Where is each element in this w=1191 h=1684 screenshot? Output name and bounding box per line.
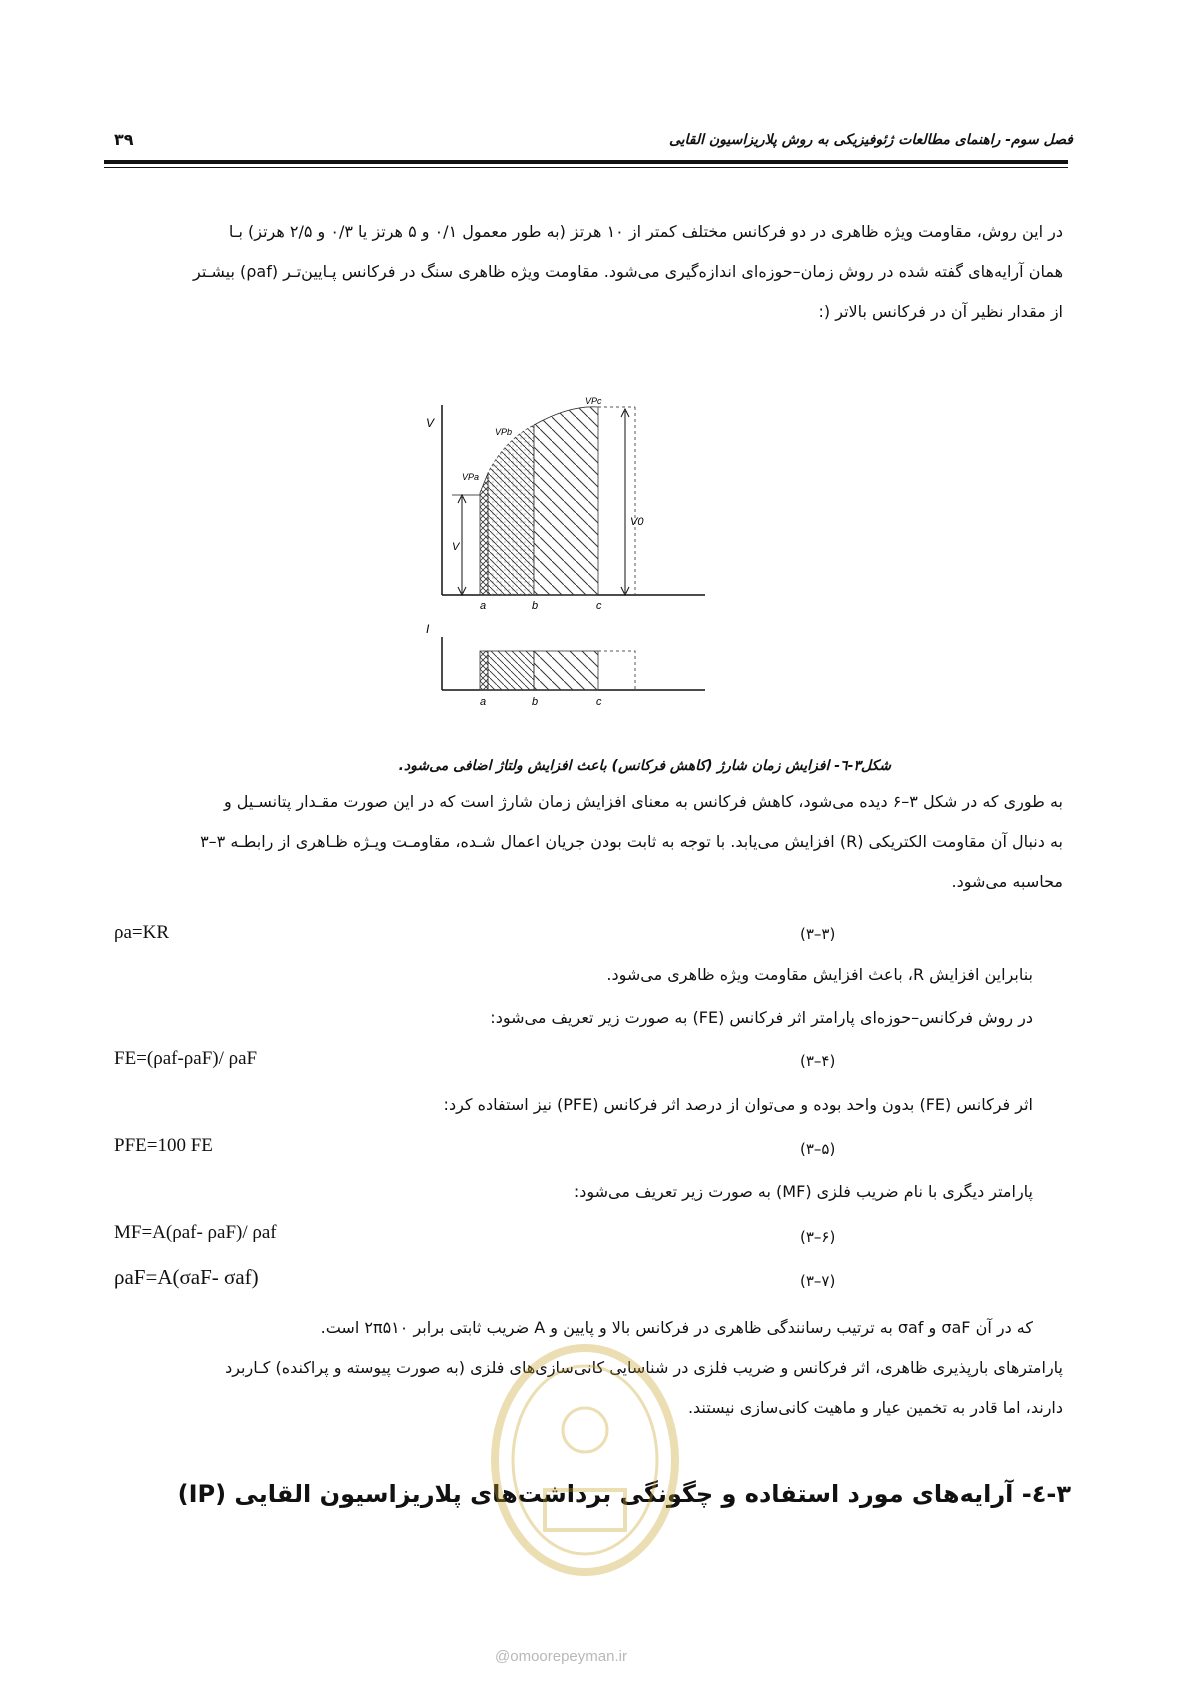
figure-caption: شکل۳-٦- افزایش زمان شارژ (کاهش فرکانس) باعث افزایش ولتاژ اضافی می‌شود. [398, 758, 891, 774]
current-b [488, 651, 534, 690]
equation-3-5-formula: PFE=100 FE [114, 1135, 213, 1156]
equation-3-4-formula: FE=(ρaf-ρaF)/ ρaF [114, 1048, 258, 1069]
vpb-label: VPb [495, 427, 513, 437]
bottom-tick-c: c [596, 696, 602, 708]
para3-line-1: که در آن σaF و σaf به ترتیب رسانندگی ظاهری در فرکانس بالا و پایین و A ضریب ثابتی برابر ۲π۵‎۱۰ است. [320, 1318, 1033, 1337]
text-before-eq3: اثر فرکانس (FE) بدون واحد بوده و می‌توان از درصد اثر فرکانس (PFE) نیز استفاده کرد: [443, 1095, 1033, 1114]
section-heading: ۳-٤- آرایه‌های مورد استفاده و چگونگی برداشت‌های پلاریزاسیون القایی (IP) [177, 1480, 1071, 1508]
equation-3-6-number: (۶–۳) [800, 1228, 836, 1246]
equation-3-3-number: (۳–۳) [800, 925, 836, 943]
equation-3-7-formula: ρaF=A(σaF- σaf) [114, 1265, 259, 1289]
current-a [480, 651, 488, 690]
para2-line-2: به دنبال آن مقاومت الکتریکی (R) افزایش می‌یابد. با توجه به ثابت بودن جریان اعمال شـده، مقاومـت ویـژه ظـاهری از رابطـه ۳–۳ [200, 832, 1063, 851]
equation-3-3-formula: ρa=KR [114, 922, 170, 943]
top-tick-a: a [480, 600, 487, 612]
region-a [480, 473, 488, 595]
bottom-y-axis-label: I [426, 622, 430, 636]
header-rule-thin [104, 167, 1068, 168]
intro-line-1: در این روش، مقاومت ویژه ظاهری در دو فرکانس مختلف کمتر از ۱۰ هرتز (به طور معمول ۰/۱ و ۵ هرتز یا ۰/۳ و ۲/۵ هرتز) بـا [228, 222, 1063, 241]
para3-line-3: دارند، اما قادر به تخمین عیار و ماهیت کانی‌سازی نیستند. [687, 1398, 1063, 1417]
region-b [488, 425, 534, 595]
bottom-tick-a: a [480, 696, 487, 708]
watermark-seal [485, 1340, 685, 1584]
para3-line-2: پارامترهای بارپذیری ظاهری، اثر فرکانس و ضریب فلزی در شناسایی کانی‌سازی‌های فلزی (به صورت پیوسته و پراکنده) کـاربرد [225, 1358, 1063, 1377]
intro-paragraph [128, 212, 1063, 332]
running-header-title: فصل سوم- راهنمای مطالعات ژئوفیزیکی به روش پلاریزاسیون القایی [668, 132, 1073, 148]
vpc-label: VPc [585, 396, 602, 406]
bottom-tick-b: b [532, 696, 539, 708]
para2-line-1: به طوری که در شکل ۳–۶ دیده می‌شود، کاهش فرکانس به معنای افزایش زمان شارژ است که در این صورت مقـدار پتانسـیل و [223, 792, 1063, 811]
text-before-eq2: در روش فرکانس–حوزه‌ای پارامتر اثر فرکانس (FE) به صورت زیر تعریف می‌شود: [490, 1008, 1033, 1027]
text-before-eq4: پارامتر دیگری با نام ضریب فلزی (MF) به صورت زیر تعریف می‌شود: [573, 1182, 1033, 1201]
top-tick-b: b [532, 600, 539, 612]
intro-line-3: از مقدار نظیر آن در فرکانس بالاتر (: [818, 302, 1063, 321]
top-y-axis-label: V [426, 416, 435, 430]
equation-3-7-number: (۷–۳) [800, 1272, 836, 1290]
v-label: V [452, 541, 460, 553]
paragraph-2 [128, 782, 1063, 902]
text-after-eq1: بنابراین افزایش R، باعث افزایش مقاومت ویژه ظاهری می‌شود. [606, 965, 1033, 984]
para2-line-3: محاسبه می‌شود. [951, 872, 1063, 891]
header-rule-thick [104, 160, 1068, 164]
vpa-label: VPa [462, 472, 480, 482]
page-number: ۳۹ [114, 130, 134, 149]
intro-line-2: همان آرایه‌های گفته شده در روش زمان–حوزه‌ای اندازه‌گیری می‌شود. مقاومت ویژه ظاهری سنگ در فرکانس پـایین‌تـر (ρaf) بیشـتر [193, 262, 1063, 281]
equation-3-5-number: (۵–۳) [800, 1140, 836, 1158]
charge-time-figure [420, 396, 710, 719]
top-tick-c: c [596, 600, 602, 612]
watermark-site: @omoorepeyman.ir [495, 1648, 627, 1665]
equation-3-6-formula: MF=A(ρaf- ρaF)/ ρaf [114, 1222, 277, 1243]
v0-label: V0 [630, 516, 644, 528]
region-c [534, 407, 598, 595]
equation-3-4-number: (۴–۳) [800, 1052, 836, 1070]
current-c [534, 651, 598, 690]
